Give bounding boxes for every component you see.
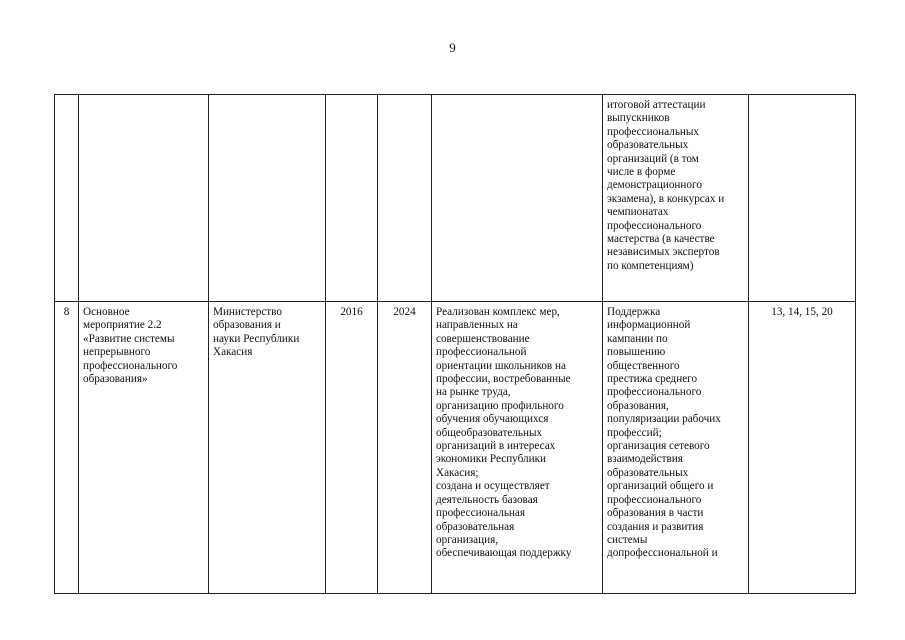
result-cell — [432, 95, 603, 302]
program-table — [54, 94, 856, 594]
indicators-cell: 13, 14, 15, 20 — [749, 302, 856, 594]
end-year-cell: 2024 — [378, 302, 432, 594]
event-cell: Основное мероприятие 2.2 «Развитие системы непрерывного профессионального образования» — [79, 302, 209, 594]
consequence-cell: итоговой аттестации выпускников профессиональных образовательных организаций (в том числе в форме демонстрационного экзамена), в конкурсах и чемпионатах профессионального мастерства (в качестве независимых экспертов по компетенциям) — [603, 95, 749, 302]
page-number: 9 — [449, 40, 456, 55]
start-year-cell — [326, 95, 378, 302]
row-number: 8 — [55, 302, 79, 594]
end-year-cell — [378, 95, 432, 302]
indicators-cell — [749, 95, 856, 302]
start-year-cell: 2016 — [326, 302, 378, 594]
result-cell: Реализован комплекс мер, направленных на совершенствование профессиональной ориентации школьников на профессии, востребованные на рынке труда, организацию профильного обучения обучающихся общеобразовательных организаций в интересах экономики Республики Хакасия; создана и осуществляет деятельность базовая профессиональная образовательная организация, обеспечивающая поддержку — [432, 302, 603, 594]
table-row — [55, 302, 856, 594]
executor-cell — [209, 95, 326, 302]
table-row — [55, 95, 856, 302]
event-cell — [79, 95, 209, 302]
row-number — [55, 95, 79, 302]
executor-cell: Министерство образования и науки Республики Хакасия — [209, 302, 326, 594]
consequence-cell: Поддержка информационной кампании по повышению общественного престижа среднего профессионального образования, популяризации рабочих профессий; организация сетевого взаимодействия образовательных организаций общего и профессионального образования в части создания и развития системы допрофессиональной и — [603, 302, 749, 594]
